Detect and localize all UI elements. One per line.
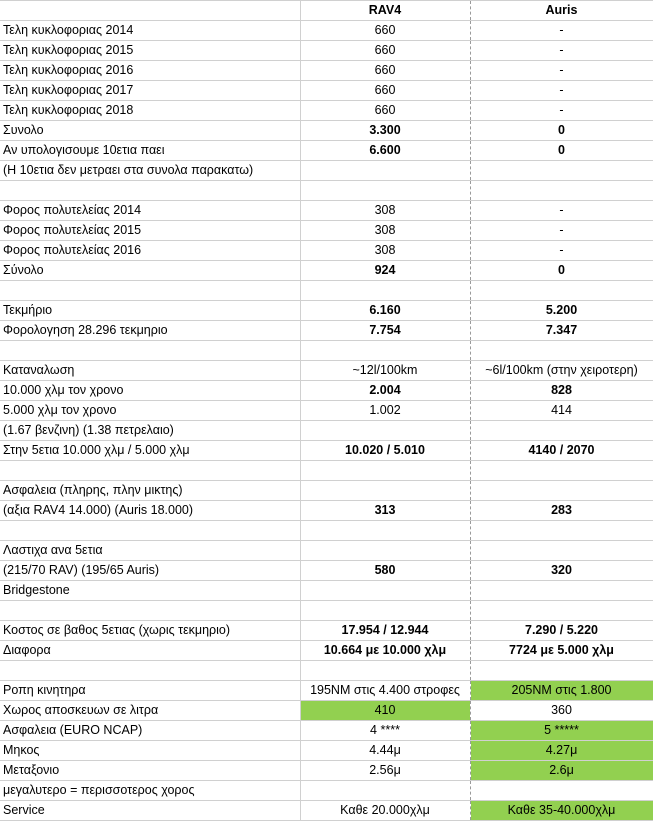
table-row <box>0 701 653 721</box>
rav4-cell[interactable]: 1.002 <box>300 401 470 421</box>
label-cell[interactable]: Service <box>0 801 300 821</box>
header-row <box>0 1 653 21</box>
auris-cell[interactable]: ~6l/100km (στην χειροτερη) <box>470 361 653 381</box>
table-row <box>0 181 653 201</box>
table-row <box>0 341 653 361</box>
label-cell[interactable]: Τελη κυκλοφοριας 2018 <box>0 101 300 121</box>
auris-cell[interactable]: 7724 με 5.000 χλμ <box>470 641 653 661</box>
label-cell[interactable]: Αν υπολογισουμε 10ετια παει <box>0 141 300 161</box>
rav4-cell[interactable] <box>300 541 470 561</box>
table-row <box>0 161 653 181</box>
table-row <box>0 101 653 121</box>
rav4-cell[interactable]: 410 <box>300 701 470 721</box>
rav4-cell[interactable] <box>300 661 470 681</box>
rav4-cell[interactable]: 3.300 <box>300 121 470 141</box>
auris-cell[interactable] <box>470 341 653 361</box>
label-cell[interactable] <box>0 181 300 201</box>
table-row <box>0 21 653 41</box>
auris-cell[interactable] <box>470 581 653 601</box>
label-cell[interactable] <box>0 281 300 301</box>
table-row <box>0 721 653 741</box>
rav4-cell[interactable] <box>300 281 470 301</box>
rav4-cell[interactable]: 10.020 / 5.010 <box>300 441 470 461</box>
rav4-cell[interactable]: 660 <box>300 101 470 121</box>
label-cell[interactable]: Φορος πολυτελείας 2014 <box>0 201 300 221</box>
rav4-cell[interactable]: 660 <box>300 61 470 81</box>
rav4-cell[interactable]: 4.44μ <box>300 741 470 761</box>
table-row <box>0 481 653 501</box>
label-cell[interactable]: (215/70 RAV) (195/65 Auris) <box>0 561 300 581</box>
table-row <box>0 761 653 781</box>
auris-cell[interactable] <box>470 281 653 301</box>
table-row <box>0 81 653 101</box>
rav4-cell[interactable]: 660 <box>300 81 470 101</box>
table-row <box>0 281 653 301</box>
rav4-cell[interactable] <box>300 421 470 441</box>
label-cell[interactable]: Καταναλωση <box>0 361 300 381</box>
table-row <box>0 141 653 161</box>
rav4-cell[interactable]: 660 <box>300 41 470 61</box>
label-cell[interactable]: Τελη κυκλοφοριας 2014 <box>0 21 300 41</box>
rav4-cell[interactable]: 4 **** <box>300 721 470 741</box>
table-row <box>0 781 653 801</box>
label-cell[interactable]: (1.67 βενζινη) (1.38 πετρελαιο) <box>0 421 300 441</box>
table-row <box>0 381 653 401</box>
auris-cell[interactable]: 414 <box>470 401 653 421</box>
label-cell[interactable]: 10.000 χλμ τον χρονο <box>0 381 300 401</box>
table-row <box>0 521 653 541</box>
table-row <box>0 461 653 481</box>
rav4-cell[interactable] <box>300 181 470 201</box>
table-row <box>0 41 653 61</box>
rav4-cell[interactable]: 308 <box>300 241 470 261</box>
auris-cell[interactable] <box>470 541 653 561</box>
label-cell[interactable]: Διαφορα <box>0 641 300 661</box>
rav4-cell[interactable]: 313 <box>300 501 470 521</box>
table-row <box>0 61 653 81</box>
rav4-cell[interactable]: 17.954 / 12.944 <box>300 621 470 641</box>
label-cell[interactable]: Σύνολο <box>0 261 300 281</box>
rav4-cell[interactable] <box>300 481 470 501</box>
rav4-cell[interactable]: 308 <box>300 221 470 241</box>
rav4-cell[interactable] <box>300 581 470 601</box>
auris-cell[interactable]: 5.200 <box>470 301 653 321</box>
rav4-cell[interactable] <box>300 781 470 801</box>
auris-cell[interactable]: 320 <box>470 561 653 581</box>
auris-cell[interactable] <box>470 461 653 481</box>
auris-cell[interactable]: - <box>470 101 653 121</box>
auris-cell[interactable] <box>470 521 653 541</box>
rav4-cell[interactable]: 2.56μ <box>300 761 470 781</box>
table-row <box>0 541 653 561</box>
header-rav4-cell[interactable]: RAV4 <box>300 1 470 21</box>
table-row <box>0 241 653 261</box>
auris-cell[interactable]: 828 <box>470 381 653 401</box>
auris-cell[interactable]: - <box>470 221 653 241</box>
rav4-cell[interactable]: 6.160 <box>300 301 470 321</box>
rav4-cell[interactable]: 2.004 <box>300 381 470 401</box>
auris-cell[interactable]: 5 ***** <box>470 721 653 741</box>
label-cell[interactable]: Φορος πολυτελείας 2015 <box>0 221 300 241</box>
label-cell[interactable]: Ασφαλεια (EURO NCAP) <box>0 721 300 741</box>
header-label-cell[interactable] <box>0 1 300 21</box>
auris-cell[interactable]: 0 <box>470 141 653 161</box>
rav4-cell[interactable] <box>300 341 470 361</box>
table-row <box>0 121 653 141</box>
auris-cell[interactable]: 2.6μ <box>470 761 653 781</box>
table-row <box>0 641 653 661</box>
rav4-cell[interactable] <box>300 461 470 481</box>
rav4-cell[interactable]: 6.600 <box>300 141 470 161</box>
auris-cell[interactable]: 205NM στις 1.800 <box>470 681 653 701</box>
auris-cell[interactable]: 4140 / 2070 <box>470 441 653 461</box>
table-row <box>0 561 653 581</box>
auris-cell[interactable]: 7.347 <box>470 321 653 341</box>
rav4-cell[interactable] <box>300 521 470 541</box>
label-cell[interactable]: Φορολογηση 28.296 τεκμηριο <box>0 321 300 341</box>
table-row <box>0 581 653 601</box>
auris-cell[interactable] <box>470 781 653 801</box>
auris-cell[interactable]: 4.27μ <box>470 741 653 761</box>
label-cell[interactable]: Λαστιχα ανα 5ετια <box>0 541 300 561</box>
rav4-cell[interactable]: ~12l/100km <box>300 361 470 381</box>
label-cell[interactable]: (Η 10ετια δεν μετραει στα συνολα παρακατω) <box>0 161 300 181</box>
label-cell[interactable]: μεγαλυτερο = περισσοτερος χορος <box>0 781 300 801</box>
table-row <box>0 601 653 621</box>
table-row <box>0 221 653 241</box>
auris-cell[interactable]: 360 <box>470 701 653 721</box>
table-row <box>0 661 653 681</box>
label-cell[interactable]: Τελη κυκλοφοριας 2017 <box>0 81 300 101</box>
label-cell[interactable]: Κοστος σε βαθος 5ετιας (χωρις τεκμηριο) <box>0 621 300 641</box>
table-row <box>0 501 653 521</box>
auris-cell[interactable]: 0 <box>470 261 653 281</box>
header-auris-cell[interactable]: Auris <box>470 1 653 21</box>
auris-cell[interactable] <box>470 661 653 681</box>
auris-cell[interactable] <box>470 181 653 201</box>
auris-cell[interactable] <box>470 481 653 501</box>
rav4-cell[interactable]: 7.754 <box>300 321 470 341</box>
auris-cell[interactable]: - <box>470 41 653 61</box>
rav4-cell[interactable]: 10.664 με 10.000 χλμ <box>300 641 470 661</box>
label-cell[interactable]: Φορος πολυτελείας 2016 <box>0 241 300 261</box>
auris-cell[interactable]: - <box>470 201 653 221</box>
label-cell[interactable]: Χωρος αποσκευων σε λιτρα <box>0 701 300 721</box>
table-row <box>0 261 653 281</box>
table-row <box>0 741 653 761</box>
rav4-cell[interactable]: 195NM στις 4.400 στροφες <box>300 681 470 701</box>
label-cell[interactable]: Μηκος <box>0 741 300 761</box>
table-row <box>0 301 653 321</box>
table-row <box>0 621 653 641</box>
label-cell[interactable]: Τεκμήριο <box>0 301 300 321</box>
label-cell[interactable]: Τελη κυκλοφοριας 2016 <box>0 61 300 81</box>
rav4-cell[interactable]: 308 <box>300 201 470 221</box>
label-cell[interactable] <box>0 521 300 541</box>
label-cell[interactable]: (αξια RAV4 14.000) (Auris 18.000) <box>0 501 300 521</box>
auris-cell[interactable] <box>470 161 653 181</box>
auris-cell[interactable]: - <box>470 241 653 261</box>
rav4-cell[interactable] <box>300 601 470 621</box>
auris-cell[interactable] <box>470 601 653 621</box>
label-cell[interactable]: Bridgestone <box>0 581 300 601</box>
table-row <box>0 421 653 441</box>
label-cell[interactable]: Στην 5ετια 10.000 χλμ / 5.000 χλμ <box>0 441 300 461</box>
label-cell[interactable] <box>0 341 300 361</box>
auris-cell[interactable] <box>470 421 653 441</box>
auris-cell[interactable]: 7.290 / 5.220 <box>470 621 653 641</box>
auris-cell[interactable]: - <box>470 21 653 41</box>
label-cell[interactable]: 5.000 χλμ τον χρονο <box>0 401 300 421</box>
rav4-cell[interactable]: 924 <box>300 261 470 281</box>
label-cell[interactable]: Ροπη κινητηρα <box>0 681 300 701</box>
auris-cell[interactable]: 283 <box>470 501 653 521</box>
label-cell[interactable]: Μεταξονιο <box>0 761 300 781</box>
label-cell[interactable] <box>0 461 300 481</box>
label-cell[interactable]: Συνολο <box>0 121 300 141</box>
auris-cell[interactable]: - <box>470 81 653 101</box>
label-cell[interactable] <box>0 601 300 621</box>
table-row <box>0 321 653 341</box>
rav4-cell[interactable]: Καθε 20.000χλμ <box>300 801 470 821</box>
table-row <box>0 401 653 421</box>
table-row <box>0 441 653 461</box>
table-row <box>0 361 653 381</box>
table-row <box>0 201 653 221</box>
auris-cell[interactable]: 0 <box>470 121 653 141</box>
table-row <box>0 681 653 701</box>
label-cell[interactable] <box>0 661 300 681</box>
rav4-cell[interactable]: 660 <box>300 21 470 41</box>
label-cell[interactable]: Ασφαλεια (πληρης, πλην μικτης) <box>0 481 300 501</box>
auris-cell[interactable]: - <box>470 61 653 81</box>
auris-cell[interactable]: Καθε 35-40.000χλμ <box>470 801 653 821</box>
rav4-cell[interactable] <box>300 161 470 181</box>
rav4-cell[interactable]: 580 <box>300 561 470 581</box>
label-cell[interactable]: Τελη κυκλοφοριας 2015 <box>0 41 300 61</box>
